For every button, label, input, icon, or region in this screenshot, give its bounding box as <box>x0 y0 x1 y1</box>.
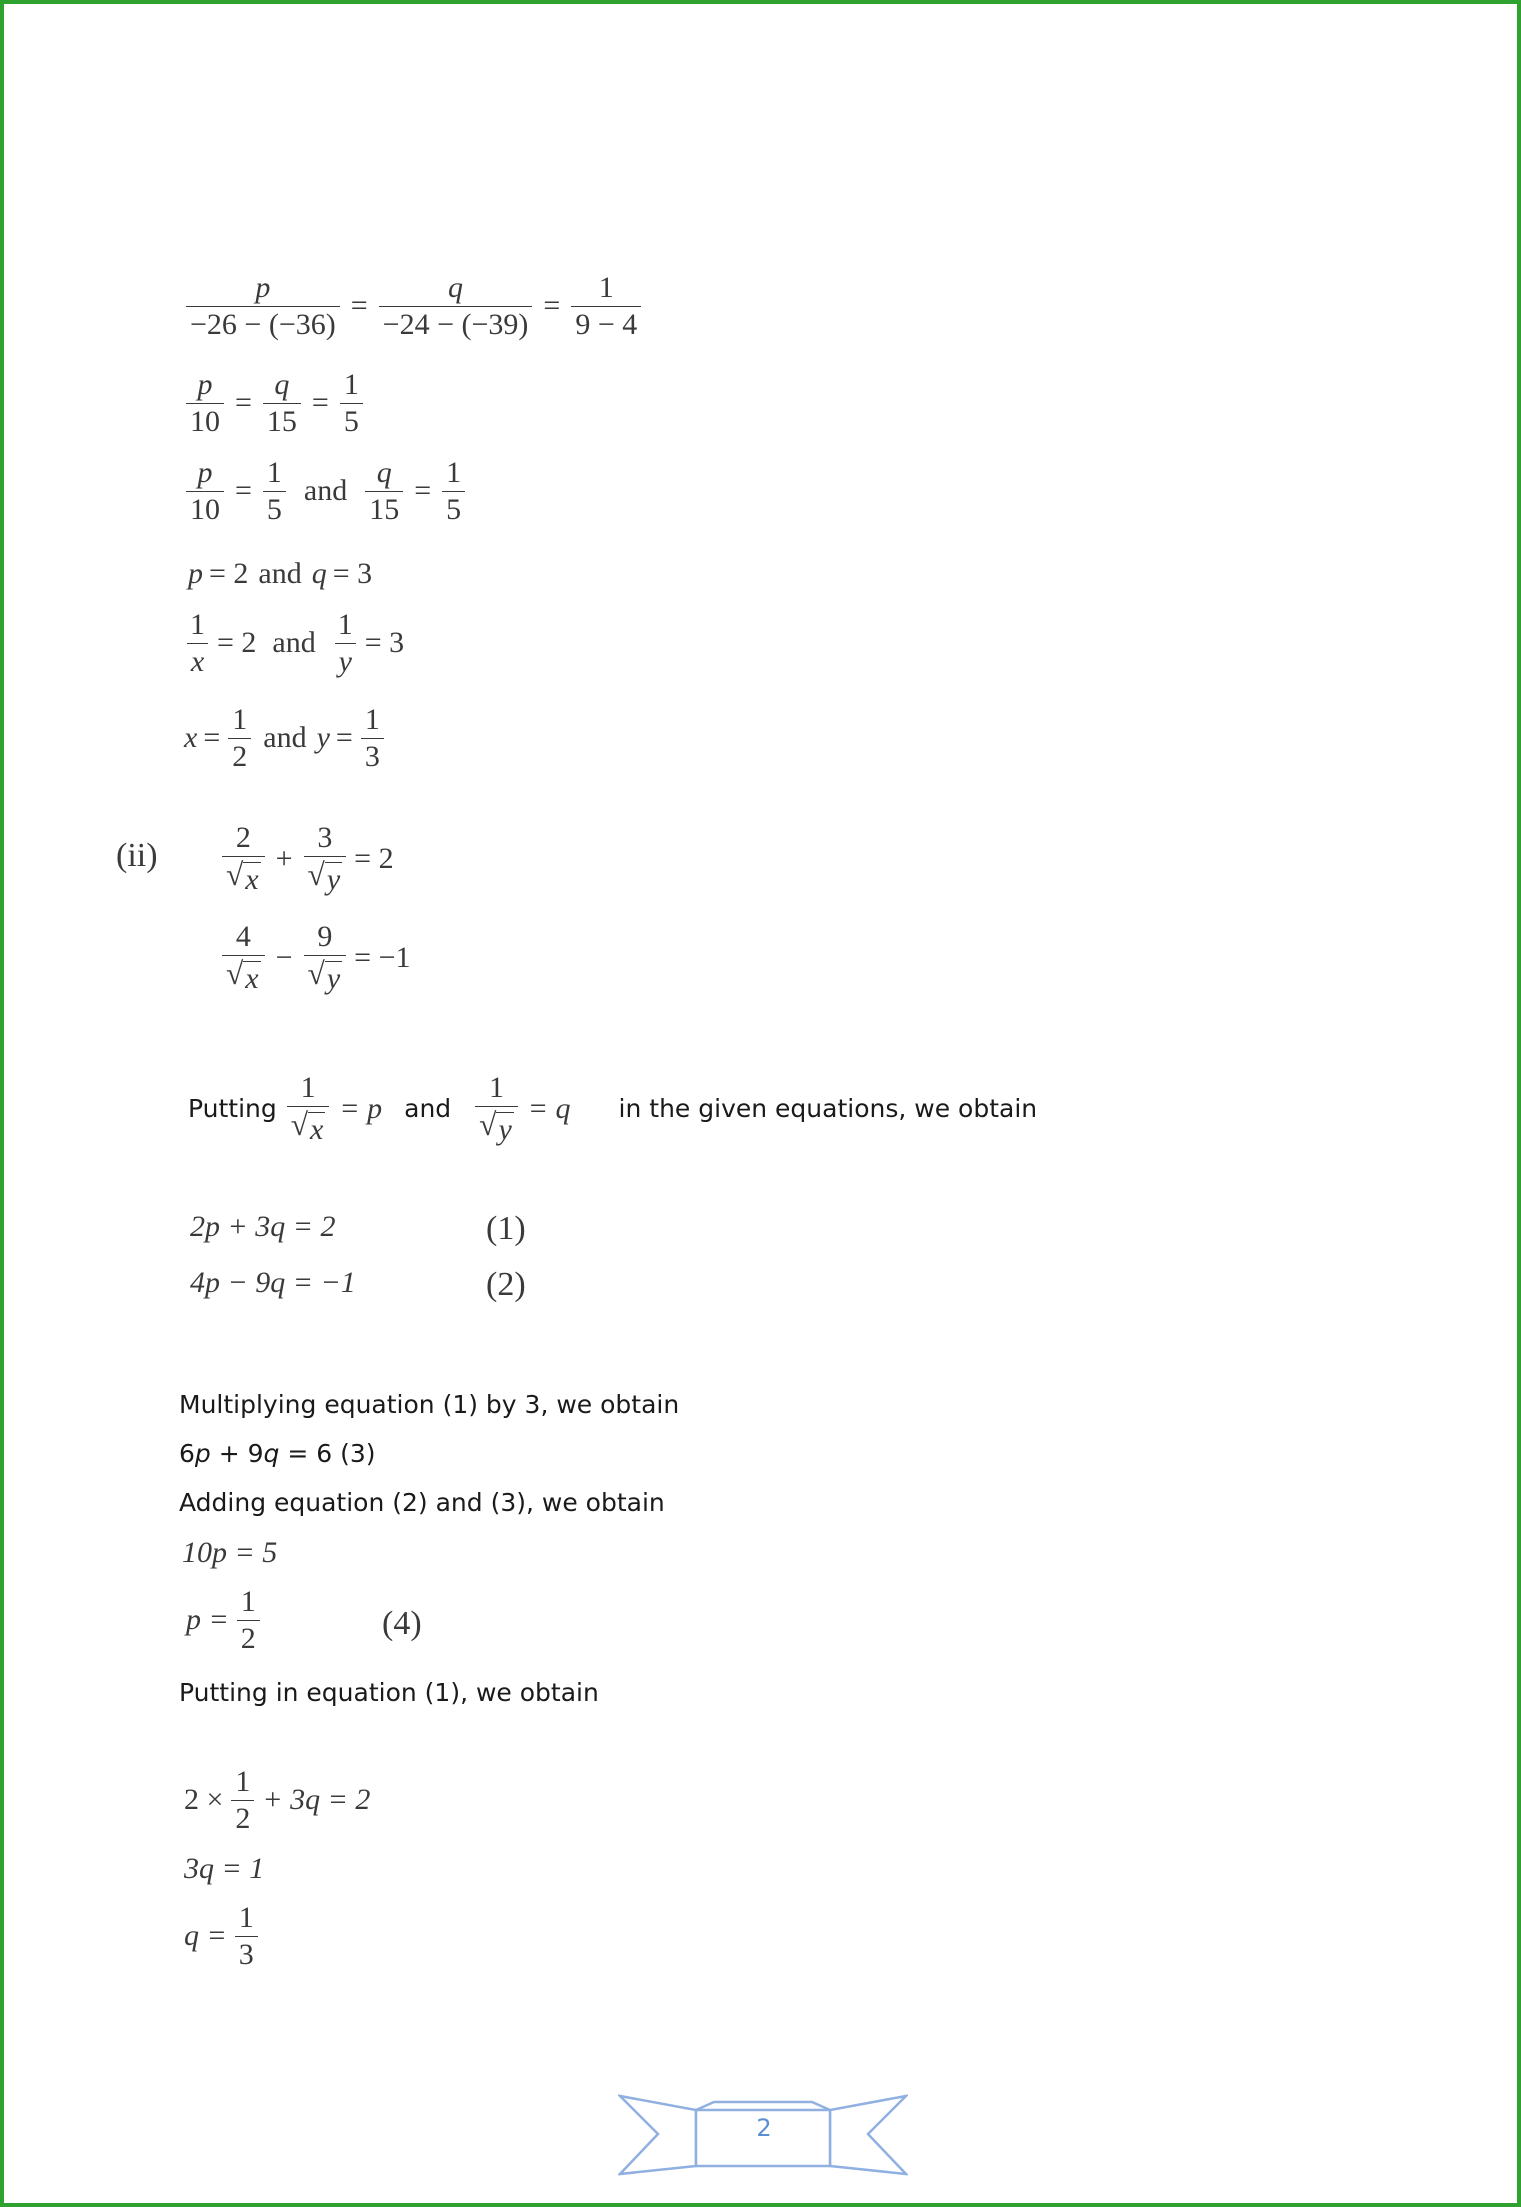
equals: = <box>203 721 221 754</box>
tag: (4) <box>382 1605 422 1642</box>
p-definition: = p <box>339 1091 383 1125</box>
numerator: p <box>255 271 271 304</box>
fraction <box>263 369 301 437</box>
value: = 2 <box>217 626 257 659</box>
numerator: 1 <box>235 1765 251 1798</box>
fraction <box>231 1766 254 1834</box>
x-symbol: x <box>184 721 198 754</box>
equation-text: 2p + 3q = 2 <box>190 1210 336 1243</box>
system-equation-2 <box>190 1266 356 1300</box>
denominator: −24 − (−39) <box>379 306 533 341</box>
fraction <box>186 609 209 677</box>
denominator: x <box>187 643 208 678</box>
fraction <box>365 457 403 525</box>
fraction <box>235 1902 258 1970</box>
part-ii-label: (ii) <box>116 837 158 874</box>
denominator: 3 <box>361 738 384 773</box>
denominator: 5 <box>340 403 363 438</box>
equation-text: 3q = 1 <box>184 1852 265 1885</box>
equation-x-y-values <box>184 704 386 772</box>
denominator: 9 − 4 <box>571 306 641 341</box>
equals: = <box>335 721 353 754</box>
numerator: 1 <box>337 608 353 641</box>
multiplying-text: Multiplying equation (1) by 3, we obtain <box>179 1390 680 1419</box>
rhs: = 6 (3) <box>279 1439 376 1468</box>
operator: − <box>275 940 293 974</box>
fraction <box>186 369 224 437</box>
denominator: 5 <box>442 491 465 526</box>
ten-p-equation <box>182 1536 277 1570</box>
p-value: = 2 <box>209 557 249 590</box>
fraction <box>571 272 641 340</box>
final-equation-3 <box>184 1902 260 1970</box>
part-label <box>116 837 158 875</box>
p-value-equation <box>186 1586 262 1654</box>
rhs: + 3q = 2 <box>262 1783 371 1816</box>
system-tag-2 <box>486 1266 526 1304</box>
lhs: q = <box>184 1919 227 1952</box>
denominator: y <box>335 643 356 678</box>
equation-text: 4p − 9q = −1 <box>190 1266 356 1299</box>
and-word: and <box>404 1094 452 1124</box>
q-definition: = q <box>527 1091 571 1125</box>
fraction: 2 √ x <box>222 822 265 896</box>
denominator: 2 <box>228 738 251 773</box>
numerator: 4 <box>235 920 251 953</box>
and-word: and <box>258 557 302 590</box>
radicand: x <box>245 862 259 896</box>
fraction <box>186 457 224 525</box>
numerator: 9 <box>317 920 333 953</box>
fraction <box>237 1586 260 1654</box>
lhs: p = <box>186 1603 229 1636</box>
numerator: 1 <box>598 271 614 304</box>
tag: (2) <box>486 1266 526 1303</box>
part-ii-equation-1 <box>220 822 394 896</box>
radicand: y <box>498 1112 512 1146</box>
fraction <box>334 609 357 677</box>
denominator: 2 <box>231 1800 254 1835</box>
and-word: and <box>272 626 316 659</box>
numerator: 1 <box>488 1071 504 1104</box>
numerator: p <box>197 368 213 401</box>
denominator: 2 <box>237 1620 260 1655</box>
putting-in-text: Putting in equation (1), we obtain <box>179 1678 599 1707</box>
fraction: 3 √ y <box>304 822 347 896</box>
fraction: 1 √ x <box>287 1072 330 1146</box>
fraction <box>340 369 363 437</box>
system-tag-1 <box>486 1210 526 1248</box>
numerator: 1 <box>364 703 380 736</box>
numerator: q <box>274 368 290 401</box>
fraction: 4 √ x <box>222 921 265 995</box>
fraction <box>442 457 465 525</box>
y-symbol: y <box>316 721 330 754</box>
denominator: 10 <box>186 491 224 526</box>
numerator: 1 <box>266 456 282 489</box>
q-symbol: q <box>311 557 327 590</box>
operator: + <box>275 841 293 875</box>
putting-text: Putting <box>188 1094 277 1124</box>
fraction <box>263 457 286 525</box>
radicand: y <box>326 862 341 896</box>
adding-text: Adding equation (2) and (3), we obtain <box>179 1488 665 1517</box>
radicand: x <box>245 961 259 995</box>
radicand: y <box>326 961 341 995</box>
final-equation-1 <box>184 1766 370 1834</box>
fraction: 1 √ y <box>475 1072 518 1146</box>
fraction <box>361 704 384 772</box>
denominator: 15 <box>365 491 403 526</box>
value: = 3 <box>364 626 405 659</box>
p-symbol: p <box>194 1439 211 1468</box>
radicand: x <box>310 1112 324 1146</box>
equation-p-q-values <box>188 557 372 591</box>
tag: (1) <box>486 1210 526 1247</box>
equation-simplified-ratios: $\frac{p}{10}$ = $\frac{q}{15}$ = $\frac{1}{5}$ <box>184 369 365 437</box>
denominator: 3 <box>235 1936 258 1971</box>
denominator: 5 <box>263 491 286 526</box>
numerator: 3 <box>317 821 333 854</box>
numerator: q <box>448 271 464 304</box>
q-value: = 3 <box>332 557 373 590</box>
numerator: q <box>376 456 392 489</box>
fraction <box>379 272 533 340</box>
equation-3 <box>179 1439 376 1468</box>
denominator: −26 − (−36) <box>186 306 340 341</box>
numerator: 1 <box>343 368 359 401</box>
substitution-line <box>188 1072 1037 1146</box>
fraction: 9 √ y <box>304 921 347 995</box>
denominator: 10 <box>186 403 224 438</box>
q-symbol: q <box>263 1439 280 1468</box>
coef: + 9 <box>210 1439 264 1468</box>
lhs: 2 × <box>184 1783 224 1816</box>
p-symbol: p <box>188 557 203 590</box>
numerator: 2 <box>235 821 251 854</box>
final-equation-2 <box>184 1852 264 1886</box>
page-number: 2 <box>756 2114 772 2142</box>
equation-text: 10p = 5 <box>182 1536 278 1569</box>
part-ii-equation-2 <box>220 921 411 995</box>
equation-split-ratios: $\frac{p}{10}$ = $\frac{1}{5}$ and $\frac{q}{15}$ = $\frac{1}{5}$ <box>184 457 467 525</box>
rhs: = 2 <box>354 841 394 875</box>
tag-4 <box>382 1605 422 1643</box>
numerator: p <box>197 456 213 489</box>
numerator: 1 <box>446 456 462 489</box>
system-equation-1 <box>190 1210 336 1244</box>
numerator: 1 <box>300 1071 316 1104</box>
denominator: 15 <box>263 403 301 438</box>
and-word: and <box>303 474 348 507</box>
equation-reciprocals <box>184 609 404 677</box>
coef: 6 <box>179 1439 195 1468</box>
equation-cross-multiplication: $\frac{p}{-26 - (-36)}$ = $\frac{q}{-24 - (-39)}$ = $\frac{1}{9 - 4}$ <box>184 272 643 340</box>
numerator: 1 <box>190 608 205 641</box>
putting-suffix: in the given equations, we obtain <box>618 1094 1038 1124</box>
rhs: = −1 <box>354 940 411 974</box>
and-word: and <box>263 721 307 754</box>
fraction <box>186 272 340 340</box>
numerator: 1 <box>238 1901 254 1934</box>
numerator: 1 <box>232 703 248 736</box>
numerator: 1 <box>240 1585 256 1618</box>
fraction <box>228 704 251 772</box>
